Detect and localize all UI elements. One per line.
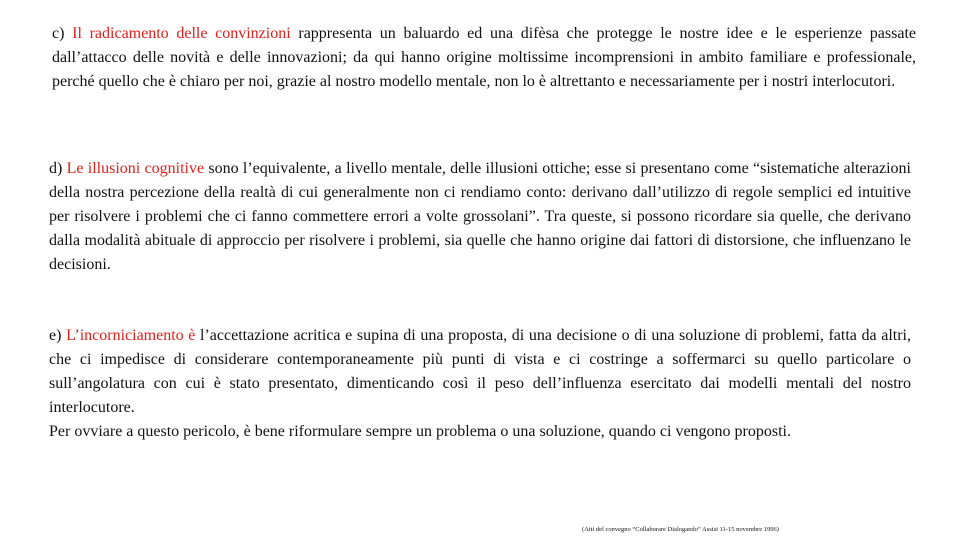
paragraph-d-highlight: Le illusioni cognitive	[66, 160, 205, 177]
paragraph-e	[49, 324, 911, 444]
paragraph-c-label: c)	[52, 25, 73, 42]
paragraph-d-label: d)	[49, 160, 67, 177]
paragraph-e-continuation: Per ovviare a questo pericolo, è bene riformulare sempre un problema o una soluzione, quando ci vengono proposti.	[49, 423, 791, 440]
paragraph-e-highlight: L’incorniciamento è	[66, 327, 196, 344]
paragraph-e-text: l’accettazione acritica e supina di una proposta, di una decisione o di una soluzione di problemi, fatta da altri, che ci impedisce di considerare contemporaneamente più punti di vista e ci costringe a soffermarci su quello particolare o sull’angolatura con cui è stato presentato, dimenticando così il peso dell’influenza esercitato dai modelli mentali del nostro interlocutore.	[49, 327, 912, 416]
paragraph-d-text: sono l’equivalente, a livello mentale, delle illusioni ottiche; esse si presentano come “sistematiche alterazioni della nostra percezione della realtà di cui generalmente non ci rendiamo conto: derivano dall’utilizzo di regole semplici ed intuitive per risolvere i problemi che ci fanno commettere errori a volte grossolani”. Tra queste, si possono ricordare sia quelle, che derivano dalla modalità abituale di approccio per risolvere i problemi, sia quelle che hanno origine dai fattori di distorsione, che influenzano le decisioni.	[49, 160, 912, 273]
paragraph-c-text: rappresenta un baluardo ed una difèsa che protegge le nostre idee e le esperienze passate dall’attacco delle novità e delle innovazioni; da qui hanno origine moltissime incomprensioni in ambito familiare e professionale, perché quello che è chiaro per noi, grazie al nostro modello mentale, non lo è altrettanto e necessariamente per i nostri interlocutori.	[52, 25, 917, 90]
paragraph-e-label: e)	[49, 327, 67, 344]
source-footnote: (Atti del convegno “Collaborare Dialogando” Assisi 11-15 novembre 1996)	[582, 526, 779, 533]
paragraph-c	[52, 22, 916, 94]
paragraph-d	[49, 157, 911, 277]
paragraph-c-highlight: Il radicamento delle convinzioni	[72, 25, 291, 42]
